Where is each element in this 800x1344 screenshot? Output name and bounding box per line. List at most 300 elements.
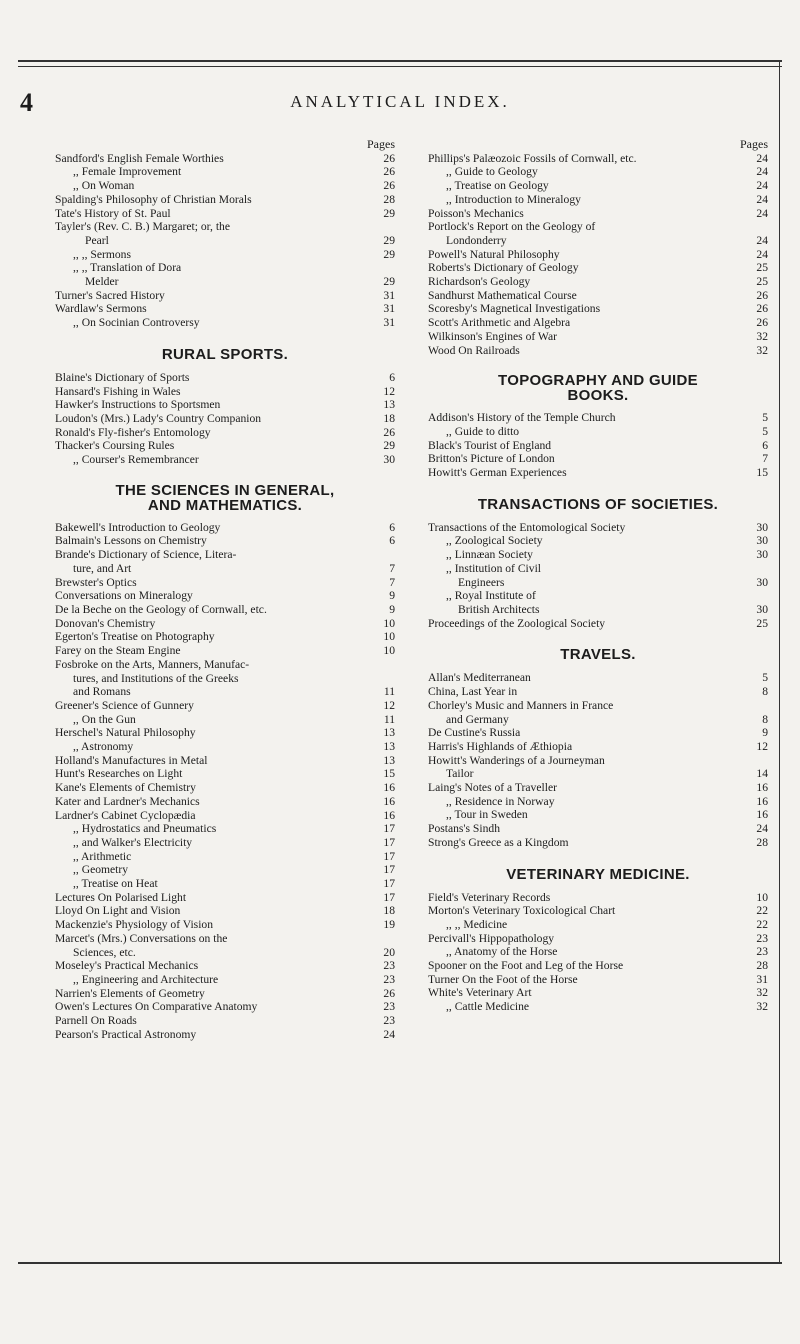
entry-title: Roberts's Dictionary of Geology [428,261,579,275]
index-entry [428,548,768,562]
entry-title: Turner's Sacred History [55,288,165,302]
entry-title: Phillips's Palæozoic Fossils of Cornwall, etc. [428,151,637,165]
index-entry [55,630,395,644]
index-entry [55,289,395,303]
section-heading [55,483,395,513]
bottom-rule [18,1262,782,1264]
index-entry [428,822,768,836]
entry-page: 13 [383,753,395,767]
entry-title: ,, Zoological Society [446,534,543,548]
entry-title: Proceedings of the Zoological Society [428,616,606,630]
index-entry [55,740,395,754]
entry-title: ture, and Art [73,561,132,575]
entry-title: Londonderry [446,233,507,247]
entry-title: ,, On Woman [73,179,135,193]
entry-page: 26 [756,316,768,330]
entry-list [428,152,768,358]
entry-page: 15 [383,767,395,781]
entry-title: ,, On the Gun [73,712,136,726]
entry-page: 22 [756,904,768,918]
index-entry [55,904,395,918]
entry-title: Scoresby's Magnetical Investigations [428,302,601,316]
entry-page: 23 [756,945,768,959]
entry-title: ,, Guide to Geology [446,165,538,179]
section-heading: VETERINARY MEDICINE. [506,865,690,883]
entry-page: 30 [756,520,768,534]
index-entry [428,986,768,1000]
index-entry [55,918,395,932]
entry-list [428,671,768,849]
entry-title: Tailor [446,767,474,781]
index-entry [428,808,768,822]
entry-title: Chorley's Music and Manners in France [428,698,614,712]
index-entry [428,411,768,425]
index-entry [55,576,395,590]
entry-page: 13 [383,398,395,412]
entry-title: Postans's Sindh [428,822,500,836]
entry-title: Lectures On Polarised Light [55,890,187,904]
index-entry [428,603,768,617]
index-entry [55,534,395,548]
entry-title: Engineers [458,575,505,589]
entry-title: Field's Veterinary Records [428,890,551,904]
entry-page: 28 [756,959,768,973]
right-border [779,62,780,1262]
index-entry [55,562,395,576]
entry-page: 10 [383,644,395,658]
entry-page: 30 [756,548,768,562]
index-entry [428,207,768,221]
entry-page: 16 [383,781,395,795]
index-entry [428,699,768,713]
entry-page: 32 [756,986,768,1000]
entry-list [428,891,768,1014]
entry-page: 7 [389,575,395,589]
entry-title: Powell's Natural Philosophy [428,247,560,261]
index-entry [55,316,395,330]
index-entry [55,179,395,193]
index-entry [428,261,768,275]
index-entry [55,822,395,836]
entry-page: 24 [383,1027,395,1041]
entry-page: 11 [383,685,395,699]
entry-title: Morton's Veterinary Toxicological Chart [428,904,616,918]
entry-page: 13 [383,726,395,740]
entry-page: 5 [762,411,768,425]
entry-page: 24 [756,179,768,193]
index-entry [55,1028,395,1042]
section-heading-line: TOPOGRAPHY AND GUIDE [498,372,698,390]
index-entry [55,726,395,740]
index-entry [55,809,395,823]
entry-title: Hawker's Instructions to Sportsmen [55,398,221,412]
index-entry [55,685,395,699]
index-entry [428,234,768,248]
entry-title: ,, Tour in Sweden [446,808,528,822]
entry-page: 25 [756,261,768,275]
index-entry [55,713,395,727]
entry-title: Mackenzie's Physiology of Vision [55,918,214,932]
entry-title: Pearl [85,233,109,247]
entry-title: Hansard's Fishing in Wales [55,384,181,398]
index-entry [55,644,395,658]
entry-title: Sciences, etc. [73,945,136,959]
entry-title: ,, Cattle Medicine [446,1000,530,1014]
index-entry [428,904,768,918]
entry-page: 29 [383,233,395,247]
entry-title: Moseley's Practical Mechanics [55,959,199,973]
index-entry [55,439,395,453]
entry-page: 10 [383,630,395,644]
section-heading: TRAVELS. [560,646,636,664]
entry-page: 13 [383,740,395,754]
entry-title: ,, Engineering and Architecture [73,972,219,986]
entry-page: 23 [383,1000,395,1014]
entry-list [55,152,395,330]
entry-title: Howitt's German Experiences [428,466,567,480]
entry-title: Howitt's Wanderings of a Journeyman [428,753,605,767]
index-entry [55,426,395,440]
index-entry [428,179,768,193]
index-entry [55,603,395,617]
entry-title: ,, ,, Translation of Dora [73,261,182,275]
entry-page: 10 [756,890,768,904]
entry-page: 17 [383,822,395,836]
entry-page: 24 [756,233,768,247]
entry-page: 29 [383,275,395,289]
entry-title: Pearson's Practical Astronomy [55,1027,197,1041]
entry-page: 25 [756,275,768,289]
index-entry [55,617,395,631]
index-entry [55,891,395,905]
entry-page: 6 [389,370,395,384]
entry-title: Allan's Mediterranean [428,671,531,685]
entry-title: ,, Royal Institute of [446,589,536,603]
entry-title: Sandhurst Mathematical Course [428,288,577,302]
entry-title: Kater and Lardner's Mechanics [55,794,200,808]
entry-title: Wood On Railroads [428,343,520,357]
entry-page: 28 [756,835,768,849]
entry-title: Sandford's English Female Worthies [55,151,224,165]
index-entry [428,289,768,303]
entry-title: ,, On Socinian Controversy [73,316,200,330]
entry-page: 17 [383,890,395,904]
index-entry [428,425,768,439]
index-entry [55,207,395,221]
entry-page: 28 [383,192,395,206]
entry-title: Bakewell's Introduction to Geology [55,520,221,534]
entry-title: ,, Treatise on Geology [446,179,549,193]
entry-title: Marcet's (Mrs.) Conversations on the [55,931,228,945]
index-entry [428,302,768,316]
entry-title: ,, Introduction to Mineralogy [446,192,581,206]
entry-page: 30 [756,575,768,589]
entry-page: 6 [389,534,395,548]
entry-title: Tayler's (Rev. C. B.) Margaret; or, the [55,220,230,234]
top-rule [18,60,782,62]
index-entry [55,589,395,603]
index-entry [55,781,395,795]
entry-page: 12 [383,384,395,398]
entry-page: 20 [383,945,395,959]
entry-title: Parnell On Roads [55,1014,137,1028]
entry-title: Herschel's Natural Philosophy [55,726,196,740]
index-entry [55,220,395,234]
index-entry [428,767,768,781]
entry-list [55,371,395,467]
index-entry [428,959,768,973]
entry-page: 9 [389,602,395,616]
index-entry [428,452,768,466]
index-entry [55,863,395,877]
entry-page: 12 [756,739,768,753]
index-entry [55,658,395,672]
index-entry [428,795,768,809]
index-entry [428,562,768,576]
section-heading-line: THE SCIENCES IN GENERAL, [115,481,335,499]
entry-page: 26 [383,151,395,165]
entry-page: 19 [383,918,395,932]
entry-page: 23 [383,972,395,986]
entry-title: British Architects [458,602,540,616]
entry-title: ,, and Walker's Electricity [73,835,193,849]
entry-page: 29 [383,206,395,220]
running-head: ANALYTICAL INDEX. [290,92,510,111]
entry-title: Spooner on the Foot and Leg of the Horse [428,959,624,973]
index-entry [428,344,768,358]
entry-page: 26 [756,288,768,302]
index-entry [55,385,395,399]
section-heading-line: AND MATHEMATICS. [147,496,303,514]
index-entry [428,165,768,179]
index-entry [55,261,395,275]
entry-page: 9 [389,589,395,603]
entry-title: and Romans [73,685,131,699]
index-entry [428,685,768,699]
index-entry [55,412,395,426]
entry-title: Fosbroke on the Arts, Manners, Manufac- [55,657,250,671]
entry-title: ,, Courser's Remembrancer [73,453,199,467]
index-entry [428,671,768,685]
entry-title: ,, Hydrostatics and Pneumatics [73,822,217,836]
entry-page: 18 [383,904,395,918]
pages-label: Pages [367,137,395,151]
entry-page: 6 [762,438,768,452]
entry-page: 7 [762,452,768,466]
entry-title: Melder [85,275,119,289]
entry-page: 31 [756,972,768,986]
entry-list [428,521,768,631]
index-entry [428,726,768,740]
entry-title: Thacker's Coursing Rules [55,439,175,453]
index-entry [55,521,395,535]
entry-page: 14 [756,767,768,781]
entry-title: ,, Anatomy of the Horse [446,945,558,959]
entry-title: Turner On the Foot of the Horse [428,972,578,986]
index-entry [428,576,768,590]
entry-title: Donovan's Chemistry [55,616,156,630]
entry-page: 9 [762,726,768,740]
index-entry [55,946,395,960]
index-entry [55,193,395,207]
entry-title: Percivall's Hippopathology [428,931,555,945]
top-rule-thin [18,66,782,67]
index-entry [428,754,768,768]
entry-page: 26 [383,425,395,439]
entry-title: Hunt's Researches on Light [55,767,183,781]
entry-title: Ronald's Fly-fisher's Entomology [55,425,211,439]
entry-title: Scott's Arithmetic and Algebra [428,316,571,330]
entry-page: 16 [756,794,768,808]
entry-page: 23 [383,959,395,973]
index-entry [55,795,395,809]
entry-page: 30 [756,602,768,616]
entry-title: Conversations on Mineralogy [55,589,193,603]
entry-title: Brande's Dictionary of Science, Litera- [55,548,237,562]
entry-title: Britton's Picture of London [428,452,555,466]
index-entry [428,316,768,330]
entry-title: Owen's Lectures On Comparative Anatomy [55,1000,258,1014]
index-entry [428,589,768,603]
entry-page: 12 [383,698,395,712]
index-entry [55,987,395,1001]
entry-title: Poisson's Mechanics [428,206,524,220]
entry-page: 10 [383,616,395,630]
entry-page: 32 [756,1000,768,1014]
entry-page: 24 [756,151,768,165]
entry-page: 26 [383,165,395,179]
entry-title: ,, Residence in Norway [446,794,555,808]
entry-page: 23 [756,931,768,945]
entry-page: 30 [383,453,395,467]
entry-page: 15 [756,466,768,480]
entry-page: 22 [756,917,768,931]
index-entry [428,932,768,946]
index-entry [428,1000,768,1014]
index-entry [428,220,768,234]
section-heading-line: BOOKS. [567,387,629,405]
entry-title: Harris's Highlands of Æthiopia [428,739,573,753]
entry-page: 11 [383,712,395,726]
entry-page: 26 [383,986,395,1000]
index-entry [428,781,768,795]
entry-title: Kane's Elements of Chemistry [55,781,196,795]
left-column [55,138,395,1041]
pages-label: Pages [740,137,768,151]
entry-page: 16 [756,781,768,795]
entry-title: Loudon's (Mrs.) Lady's Country Companion [55,411,262,425]
entry-list [55,521,395,1042]
index-entry [55,850,395,864]
entry-page: 8 [762,712,768,726]
entry-title: ,, Arithmetic [73,849,132,863]
entry-title: Addison's History of the Temple Church [428,411,616,425]
entry-title: ,, Institution of Civil [446,561,542,575]
entry-title: ,, Guide to ditto [446,424,520,438]
index-entry [55,754,395,768]
entry-title: Black's Tourist of England [428,438,552,452]
index-entry [55,248,395,262]
entry-page: 24 [756,247,768,261]
entry-page: 7 [389,561,395,575]
entry-page: 24 [756,822,768,836]
index-entry [428,521,768,535]
entry-page: 32 [756,343,768,357]
entry-title: Greener's Science of Gunnery [55,698,194,712]
index-entry [55,1014,395,1028]
entry-title: tures, and Institutions of the Greeks [73,671,239,685]
index-entry [55,275,395,289]
entry-title: De la Beche on the Geology of Cornwall, etc. [55,602,267,616]
entry-title: Balmain's Lessons on Chemistry [55,534,207,548]
index-entry [428,713,768,727]
entry-page: 5 [762,671,768,685]
index-entry [55,371,395,385]
index-entry [55,302,395,316]
entry-page: 29 [383,439,395,453]
entry-title: ,, Female Improvement [73,165,182,179]
entry-title: Spalding's Philosophy of Christian Morals [55,192,252,206]
index-entry [428,330,768,344]
entry-page: 25 [756,616,768,630]
index-entry [428,275,768,289]
index-entry [428,945,768,959]
index-entry [55,959,395,973]
index-entry [55,932,395,946]
index-entry [55,548,395,562]
index-entry [55,672,395,686]
entry-title: Holland's Manufactures in Metal [55,753,208,767]
entry-page: 24 [756,206,768,220]
entry-title: Tate's History of St. Paul [55,206,171,220]
entry-title: ,, Astronomy [73,740,134,754]
index-entry [428,891,768,905]
entry-title: and Germany [446,712,509,726]
entry-page: 17 [383,877,395,891]
index-entry [428,248,768,262]
entry-page: 31 [383,288,395,302]
entry-title: Wardlaw's Sermons [55,302,147,316]
entry-title: Lloyd On Light and Vision [55,904,181,918]
entry-page: 17 [383,835,395,849]
entry-page: 24 [756,165,768,179]
index-entry [55,234,395,248]
entry-page: 16 [756,808,768,822]
entry-page: 24 [756,192,768,206]
index-entry [55,165,395,179]
right-column [428,138,768,1014]
index-entry [428,152,768,166]
entry-page: 16 [383,794,395,808]
index-entry [428,918,768,932]
entry-page: 17 [383,849,395,863]
entry-page: 32 [756,329,768,343]
entry-page: 30 [756,534,768,548]
entry-page: 17 [383,863,395,877]
index-entry [55,973,395,987]
entry-title: Lardner's Cabinet Cyclopædia [55,808,196,822]
page-number: 4 [20,88,33,117]
entry-title: Richardson's Geology [428,275,531,289]
entry-page: 6 [389,520,395,534]
index-entry [428,439,768,453]
entry-page: 18 [383,411,395,425]
index-entry [428,193,768,207]
entry-title: De Custine's Russia [428,726,521,740]
index-entry [55,453,395,467]
entry-title: Farey on the Steam Engine [55,644,181,658]
entry-title: Portlock's Report on the Geology of [428,220,596,234]
